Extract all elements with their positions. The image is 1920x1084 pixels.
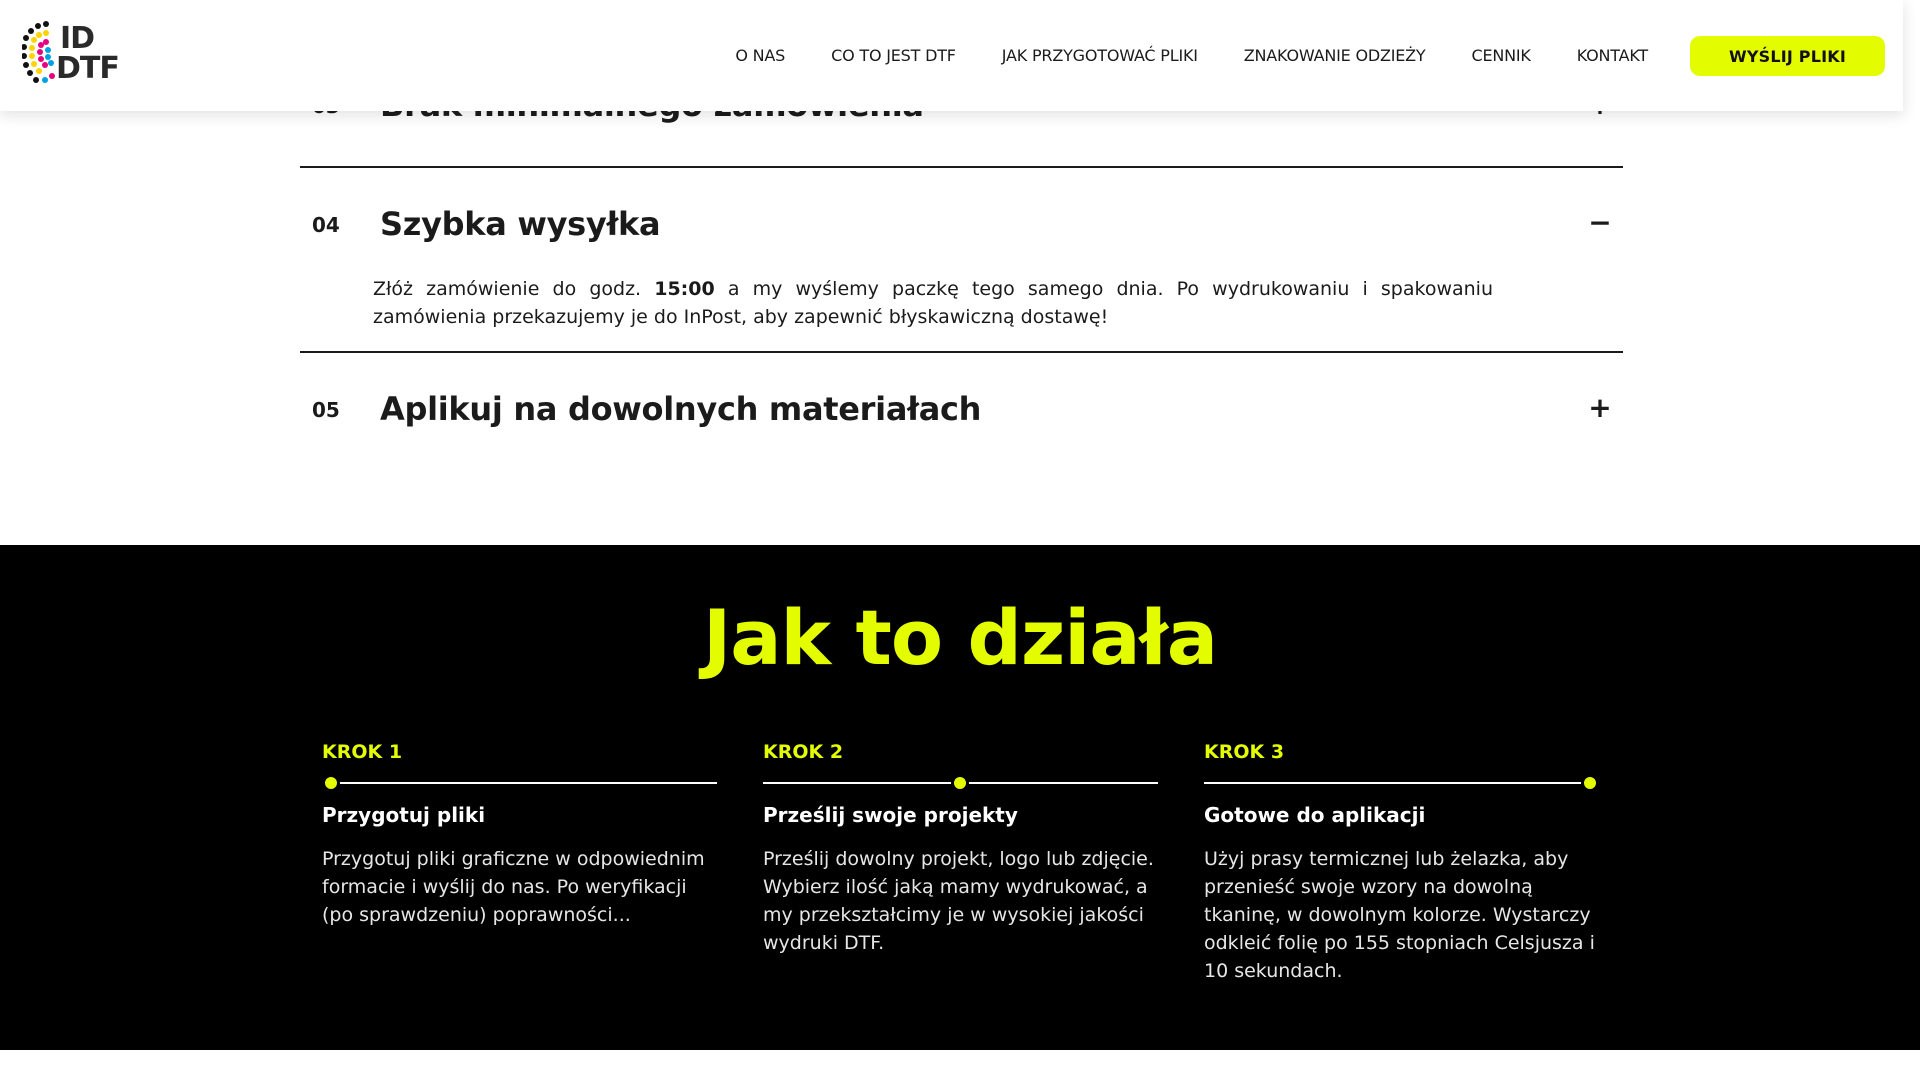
accordion-item-04[interactable]: [300, 168, 1623, 353]
accordion-item-05[interactable]: [300, 353, 1623, 473]
plus-icon[interactable]: +: [1588, 391, 1612, 424]
body-text: Złóż zamówienie do godz.: [373, 278, 655, 300]
logo-line-1: ID: [60, 21, 95, 56]
accordion-title: Szybka wysyłka: [380, 205, 661, 243]
nav-kontakt[interactable]: KONTAKT: [1576, 45, 1648, 65]
step-label: KROK 3: [1204, 741, 1285, 763]
accordion-header[interactable]: [300, 168, 1623, 275]
step-progress-line: [763, 771, 1158, 797]
timeline-dot: [1581, 774, 1599, 792]
faq-accordion: [300, 60, 1623, 473]
timeline-dot: [322, 774, 340, 792]
step-text: Użyj prasy termicznej lub żelazka, aby przenieść swoje wzory na dowolną tkaninę, w dowolnym kolorze. Wystarczy odkleić folię po 155 stopniach Celsjusza i 10 sekundach.: [1204, 848, 1595, 982]
logo[interactable]: [22, 20, 132, 90]
step-text: Prześlij dowolny projekt, logo lub zdjęcie. Wybierz ilość jaką mamy wydrukować, a my przekształcimy je w wysokiej jakości wydruki DTF.: [763, 848, 1154, 954]
site-header: [0, 0, 1903, 111]
accordion-number: 05: [312, 398, 340, 422]
step-label: KROK 2: [763, 741, 844, 763]
nav-jak-przygotowac-pliki[interactable]: JAK PRZYGOTOWAĆ PLIKI: [1001, 45, 1198, 65]
step-heading: Prześlij swoje projekty: [763, 803, 1018, 827]
body-time: 15:00: [654, 278, 715, 300]
body-text: a my wyślemy paczkę tego samego dnia. Po wydrukowaniu i spakowaniu zamówienia przekazujemy je do InPost, aby zapewnić błyskawiczną dostawę!: [373, 278, 1493, 328]
step-2: [763, 741, 1158, 957]
nav-co-to-jest-dtf[interactable]: CO TO JEST DTF: [831, 45, 956, 65]
send-files-button[interactable]: WYŚLIJ PLIKI: [1690, 36, 1885, 76]
accordion-number: 04: [312, 213, 340, 237]
step-text: Przygotuj pliki graficzne w odpowiednim formacie i wyślij do nas. Po weryfikacji (po sprawdzeniu) poprawności...: [322, 848, 705, 926]
timeline-bar: [1204, 782, 1599, 784]
logo-line-2: DTF: [56, 51, 119, 86]
how-it-works-section: [0, 545, 1920, 1050]
step-1: [322, 741, 717, 929]
accordion-header[interactable]: [300, 353, 1623, 473]
minus-icon[interactable]: −: [1588, 206, 1612, 239]
accordion-body: [373, 275, 1493, 351]
step-3: [1204, 741, 1599, 985]
logo-wordmark: [56, 21, 119, 86]
step-heading: Gotowe do aplikacji: [1204, 803, 1426, 827]
accordion-title: Aplikuj na dowolnych materiałach: [380, 390, 982, 428]
step-progress-line: [1204, 771, 1599, 797]
step-label: KROK 1: [322, 741, 403, 763]
nav-cennik[interactable]: CENNIK: [1471, 45, 1531, 65]
nav-o-nas[interactable]: O NAS: [735, 45, 786, 65]
nav-znakowanie-odziezy[interactable]: ZNAKOWANIE ODZIEŻY: [1243, 45, 1426, 65]
page-bottom: [0, 1050, 1920, 1084]
step-progress-line: [322, 771, 717, 797]
main-nav: [689, 40, 1648, 70]
timeline-bar: [322, 782, 717, 784]
step-heading: Przygotuj pliki: [322, 803, 486, 827]
section-title: Jak to działa: [702, 593, 1218, 682]
timeline-dot: [951, 774, 969, 792]
